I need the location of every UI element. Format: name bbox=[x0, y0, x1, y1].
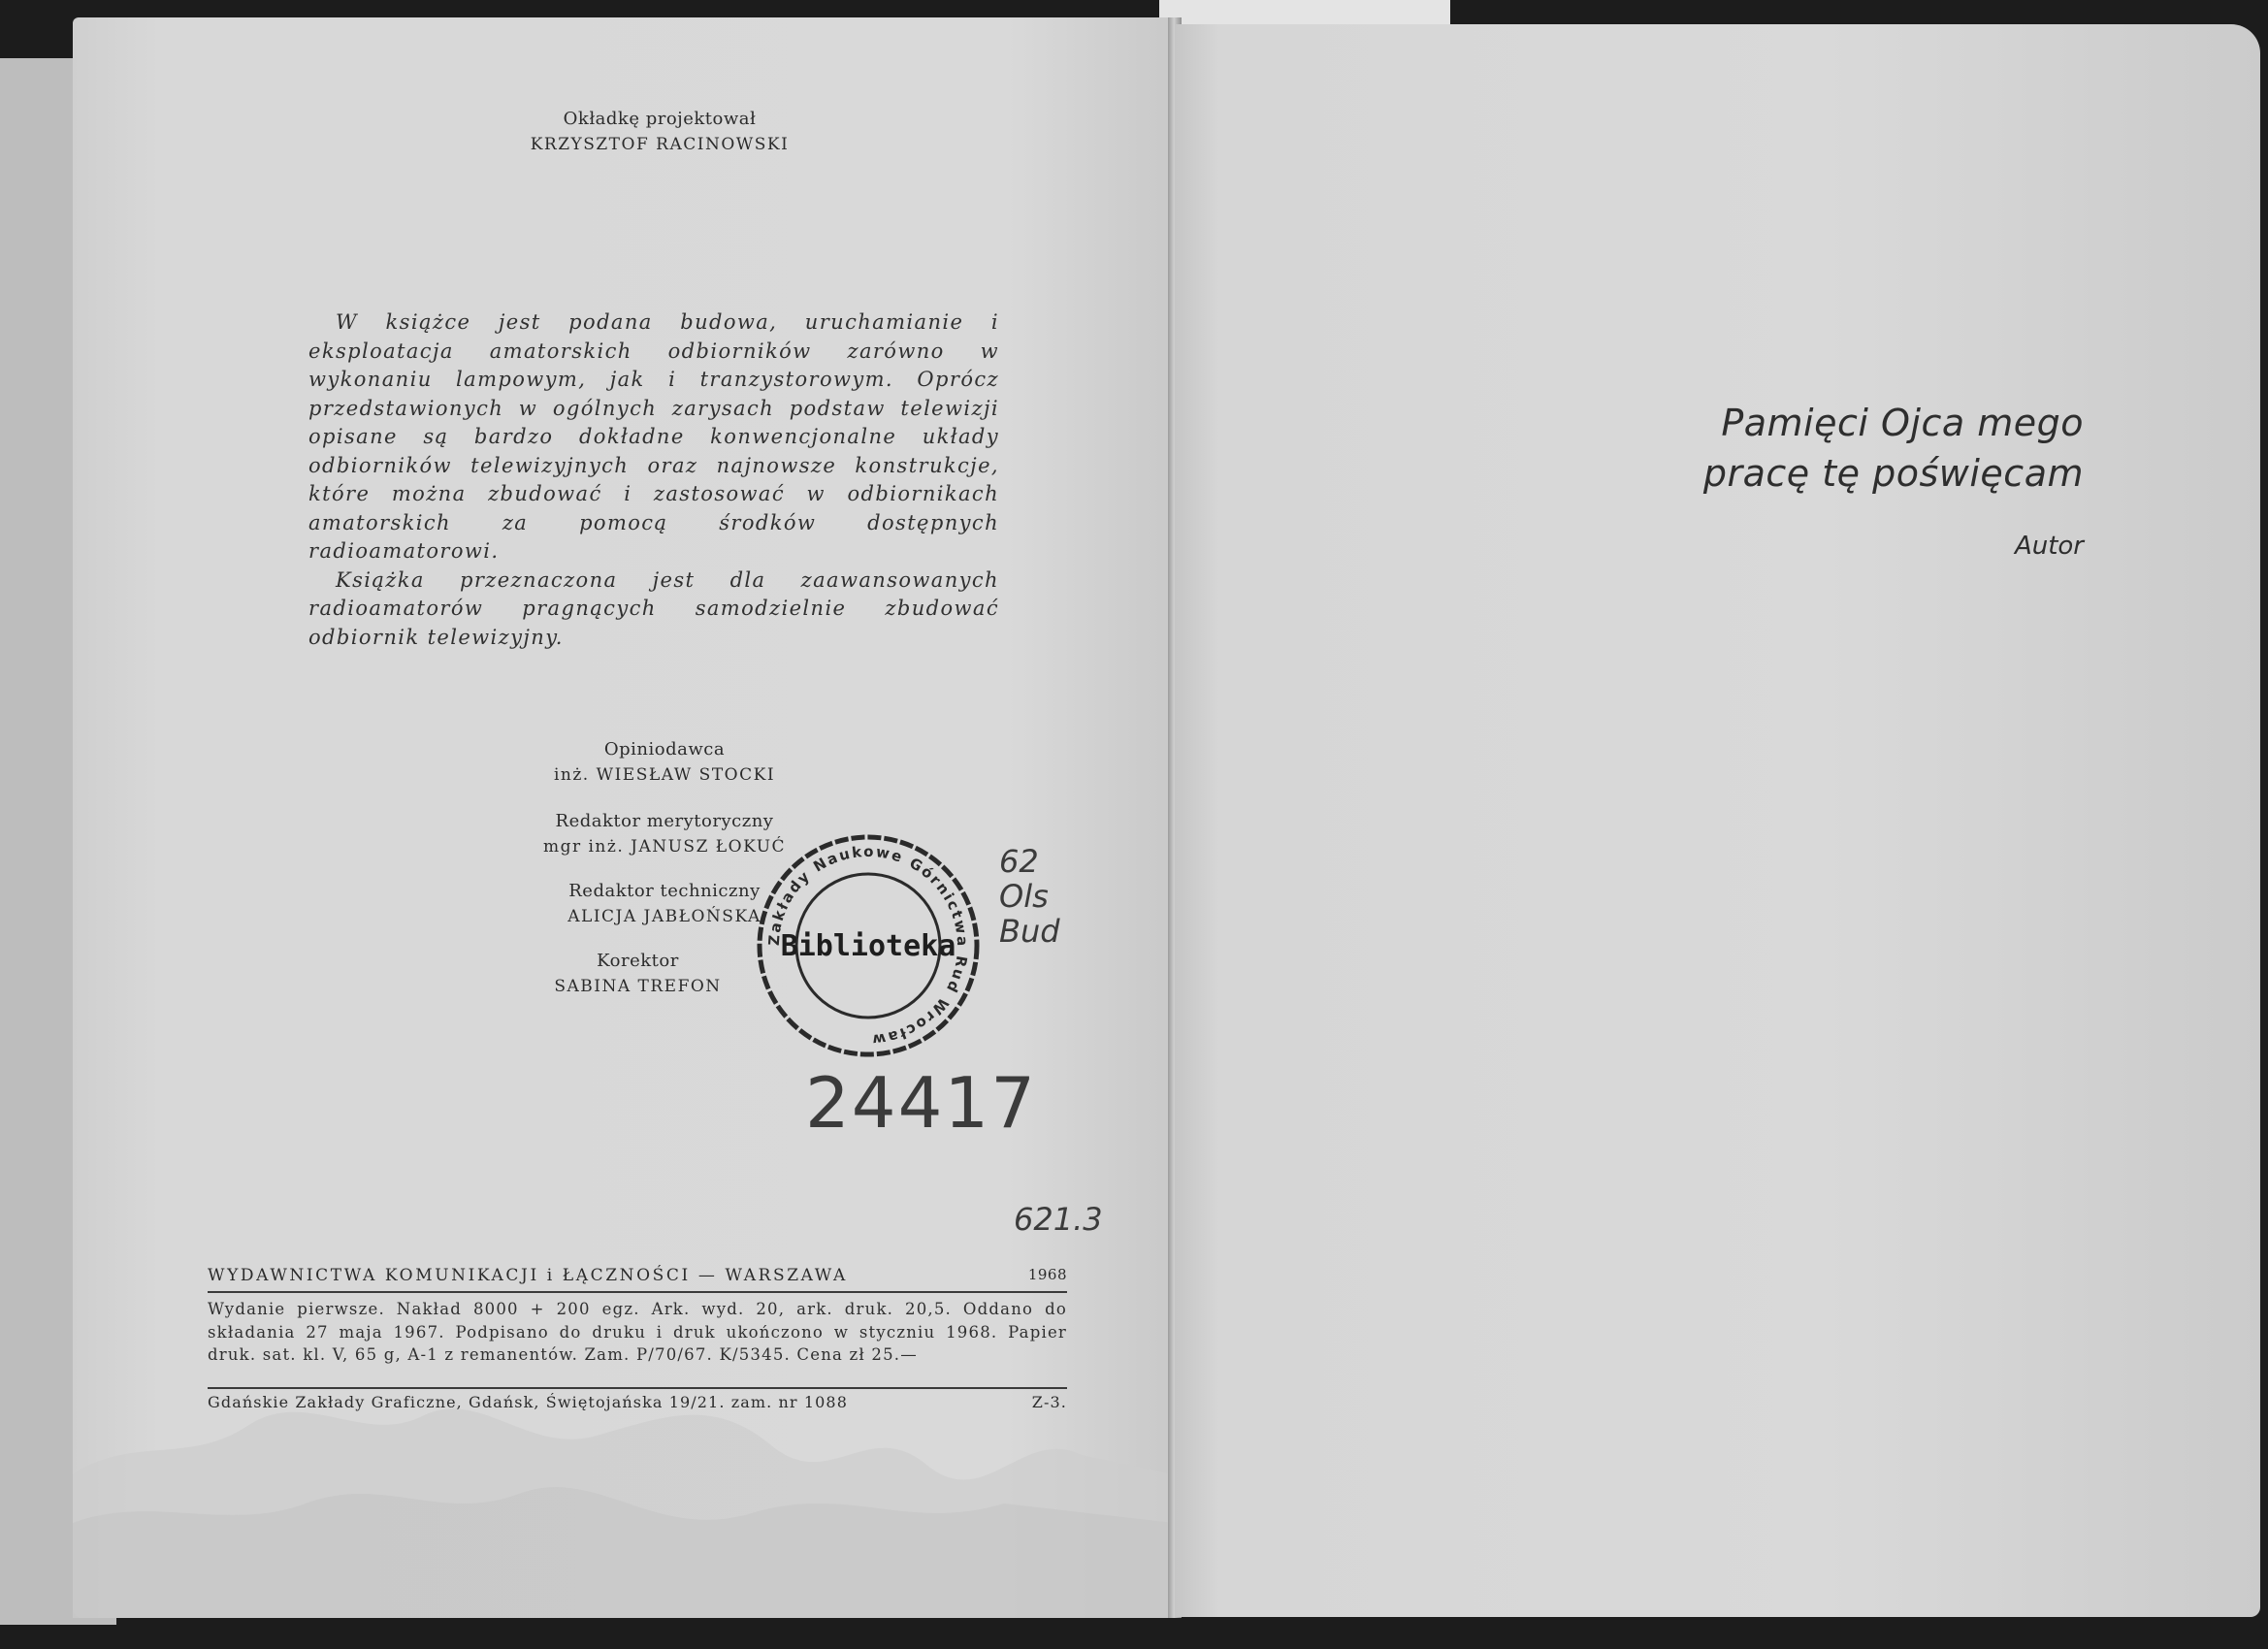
imprint-publisher bbox=[208, 1266, 1067, 1293]
book-description bbox=[308, 308, 999, 652]
credit-name: ALICJA JABŁOŃSKA bbox=[567, 907, 761, 926]
cover-credit bbox=[466, 107, 854, 157]
printer-code: Z-3. bbox=[1031, 1393, 1067, 1411]
dedication-line-2: pracę tę poświęcam bbox=[1702, 452, 2084, 495]
credit-role: Redaktor merytoryczny bbox=[555, 811, 774, 831]
imprint-printer bbox=[208, 1387, 1067, 1411]
credit-name: mgr inż. JANUSZ ŁOKUĆ bbox=[542, 837, 787, 857]
dedication bbox=[1649, 398, 2084, 499]
credit-name: SABINA TREFON bbox=[554, 977, 722, 996]
inventory-number: 24417 bbox=[805, 1062, 1038, 1144]
dedication-line-1: Pamięci Ojca mego bbox=[1721, 402, 2084, 444]
description-paragraph-2: Książka przeznaczona jest dla zaawansowanych radioamatorów pragnących samodzielnie zbudować odbiornik telewizyjny. bbox=[308, 567, 999, 649]
description-paragraph-1: W książce jest podana budowa, uruchamianie i eksploatacja amatorskich odbiorników zarówno w wykonaniu lampowym, jak i tranzystorowym. Oprócz przedstawionych w ogólnych zarysach podstaw telewizji opisane są bardzo dokładne konwencjonalne układy odbiorników telewizyjnych oraz najnowsze konstrukcje, które można zbudować i zastosować w odbiornikach amatorskich za pomocą środków dostępnych radioamatorowi. bbox=[308, 310, 999, 563]
stamp-ring-text: Zakłady Naukowe Górnictwa Rud Wrocław bbox=[764, 842, 972, 1050]
imprint-details: Wydanie pierwsze. Nakład 8000 + 200 egz. Ark. wyd. 20, ark. druk. 20,5. Oddano do składania 27 maja 1967. Podpisano do druku i druk ukończono w styczniu 1968. Papier druk. sat. kl. V, 65 g, A-1 z remanentów. Zam. P/70/67. K/5345. Cena zł 25.— bbox=[208, 1300, 1067, 1364]
credit-role: Redaktor techniczny bbox=[568, 881, 761, 901]
shelf-code: Bud bbox=[999, 913, 1060, 950]
shelf-code: Ols bbox=[999, 878, 1049, 915]
handwritten-shelf-codes bbox=[999, 844, 1060, 949]
dedication-signature: Autor bbox=[2014, 532, 2084, 561]
printer-name: Gdańskie Zakłady Graficzne, Gdańsk, Świętojańska 19/21. zam. nr 1088 bbox=[208, 1393, 848, 1411]
library-stamp bbox=[752, 829, 985, 1062]
cover-credit-name: KRZYSZTOF RACINOWSKI bbox=[530, 135, 790, 154]
binding-tape bbox=[1159, 0, 1450, 27]
right-page bbox=[1176, 24, 2260, 1617]
publisher-name: WYDAWNICTWA KOMUNIKACJI i ŁĄCZNOŚCI — WARSZAWA bbox=[208, 1266, 848, 1285]
credit-role: Korektor bbox=[597, 951, 679, 971]
stamp-center-text: Biblioteka bbox=[780, 929, 956, 963]
cover-credit-label: Okładkę projektował bbox=[563, 109, 757, 129]
shelf-code: 62 bbox=[999, 843, 1039, 880]
credit-reviewer bbox=[495, 737, 834, 788]
credit-proofreader bbox=[534, 949, 742, 999]
credit-role: Opiniodawca bbox=[603, 739, 726, 760]
classification-number: 621.3 bbox=[1014, 1201, 1103, 1238]
credit-name: inż. WIESŁAW STOCKI bbox=[553, 765, 776, 785]
publication-year: 1968 bbox=[1027, 1266, 1067, 1283]
